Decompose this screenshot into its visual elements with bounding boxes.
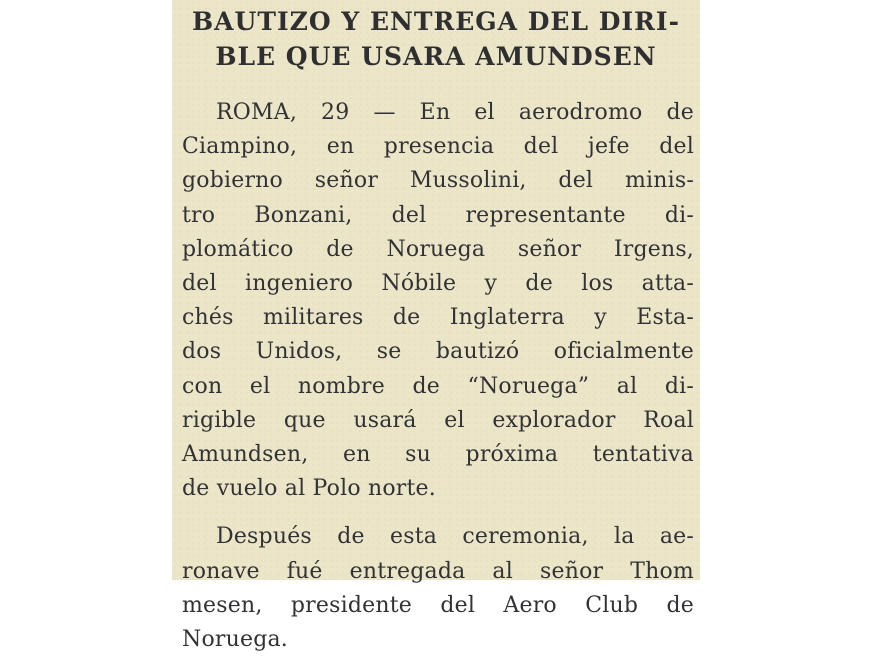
text-line: rigible que usará el explorador Roal: [182, 407, 694, 433]
newspaper-clipping: [172, 0, 700, 653]
headline: [182, 4, 690, 74]
text-line: mesen, presidente del Aero Club de: [182, 592, 694, 618]
paragraph-gap: [182, 506, 694, 520]
text-line: de vuelo al Polo norte.: [182, 476, 436, 502]
headline-line: BAUTIZO Y ENTREGA DEL DIRI-: [192, 7, 680, 36]
text-line: ROMA, 29 — En el aerodromo de: [216, 100, 694, 125]
text-line: Noruega.: [182, 627, 288, 653]
text-line: plomático de Noruega señor Irgens,: [182, 236, 694, 262]
headline-line: BLE QUE USARA AMUNDSEN: [215, 42, 657, 71]
text-line: chés militares de Inglaterra y Esta-: [182, 305, 694, 331]
text-line: ronave fué entregada al señor Thom: [182, 558, 694, 584]
text-line: tro Bonzani, del representante di-: [182, 202, 694, 228]
text-line: Ciampino, en presencia del jefe del: [182, 134, 694, 160]
text-line: gobierno señor Mussolini, del minis-: [182, 168, 694, 194]
paragraph-1: [182, 96, 694, 506]
article-body: [182, 96, 694, 657]
text-line: Después de esta ceremonia, la ae-: [216, 524, 694, 550]
paragraph-2: [182, 520, 694, 657]
text-line: Amundsen, en su próxima tentativa: [182, 442, 694, 468]
text-line: del ingeniero Nóbile y de los atta-: [182, 271, 694, 297]
text-line: con el nombre de “Noruega” al di-: [182, 373, 694, 399]
text-line: dos Unidos, se bautizó oficialmente: [182, 339, 694, 365]
